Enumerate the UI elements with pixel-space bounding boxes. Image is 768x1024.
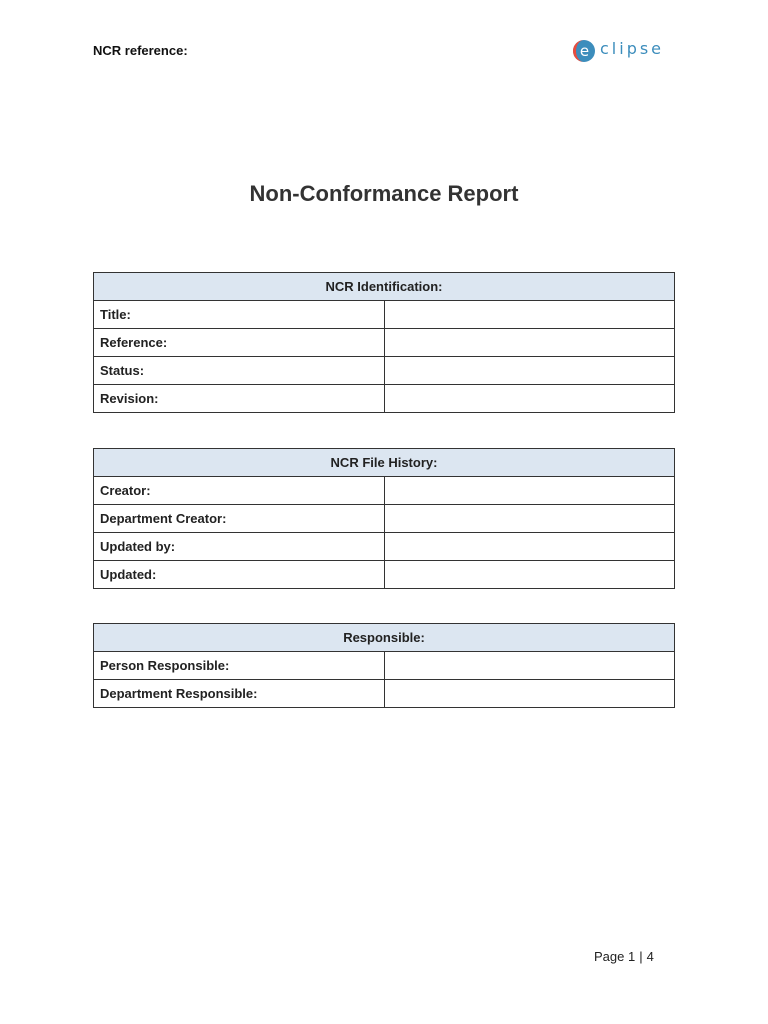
logo-text: clipse xyxy=(600,39,665,58)
row-label-status: Status: xyxy=(94,357,385,385)
row-label-title: Title: xyxy=(94,301,385,329)
table-row xyxy=(94,477,675,505)
table-row xyxy=(94,561,675,589)
table-row xyxy=(94,385,675,413)
row-label-updated-by: Updated by: xyxy=(94,533,385,561)
section-heading: NCR Identification: xyxy=(94,273,675,301)
department-responsible-value-field[interactable] xyxy=(384,680,675,708)
table-row xyxy=(94,357,675,385)
updated-value-field[interactable] xyxy=(384,561,675,589)
table-row xyxy=(94,329,675,357)
row-label-revision: Revision: xyxy=(94,385,385,413)
table-row xyxy=(94,533,675,561)
page-separator: | xyxy=(639,949,643,964)
section-heading: NCR File History: xyxy=(94,449,675,477)
ncr-reference-label: NCR reference: xyxy=(93,43,188,58)
section-header-row xyxy=(94,449,675,477)
page-number xyxy=(594,949,654,964)
section-header-row xyxy=(94,624,675,652)
updated-by-value-field[interactable] xyxy=(384,533,675,561)
revision-value-field[interactable] xyxy=(384,385,675,413)
table-row xyxy=(94,680,675,708)
section-heading: Responsible: xyxy=(94,624,675,652)
row-label-reference: Reference: xyxy=(94,329,385,357)
ncr-file-history-table xyxy=(93,448,675,589)
eclipse-logo-icon xyxy=(572,39,596,63)
row-label-updated: Updated: xyxy=(94,561,385,589)
table-row xyxy=(94,505,675,533)
table-row xyxy=(94,301,675,329)
row-label-department-creator: Department Creator: xyxy=(94,505,385,533)
department-creator-value-field[interactable] xyxy=(384,505,675,533)
title-value-field[interactable] xyxy=(384,301,675,329)
page-total: 4 xyxy=(646,949,654,964)
section-header-row xyxy=(94,273,675,301)
row-label-creator: Creator: xyxy=(94,477,385,505)
eclipse-logo xyxy=(572,38,682,64)
table-row xyxy=(94,652,675,680)
logo-mark-letter: e xyxy=(579,42,590,60)
document-title: Non-Conformance Report xyxy=(249,181,519,206)
responsible-table xyxy=(93,623,675,708)
ncr-identification-table xyxy=(93,272,675,413)
reference-value-field[interactable] xyxy=(384,329,675,357)
creator-value-field[interactable] xyxy=(384,477,675,505)
row-label-person-responsible: Person Responsible: xyxy=(94,652,385,680)
page-label: Page 1 xyxy=(594,949,636,964)
status-value-field[interactable] xyxy=(384,357,675,385)
person-responsible-value-field[interactable] xyxy=(384,652,675,680)
row-label-department-responsible: Department Responsible: xyxy=(94,680,385,708)
